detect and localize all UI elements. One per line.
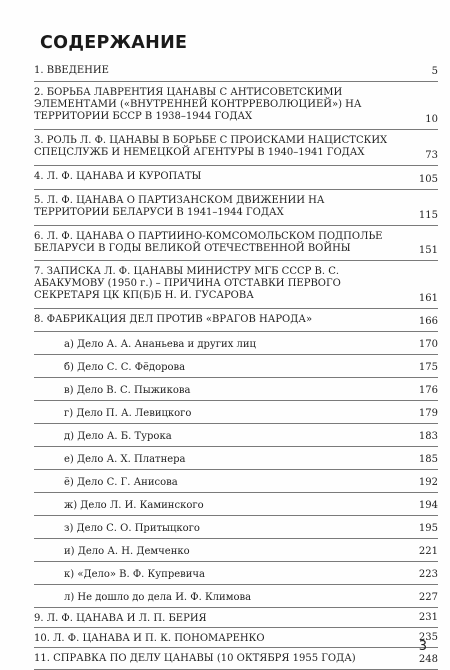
toc-page-number: 115 (416, 210, 438, 222)
toc-page-number: 5 (421, 66, 438, 78)
toc-entry-title: 10. Л. Ф. ЦАНАВА И П. К. ПОНОМАРЕНКО (34, 633, 265, 644)
leader-dots (34, 159, 422, 160)
toc-subentry (34, 447, 438, 470)
toc-entry (34, 60, 438, 82)
toc-subentry (34, 424, 438, 447)
toc-entry-title: 8. ФАБРИКАЦИЯ ДЕЛ ПРОТИВ «ВРАГОВ НАРОДА» (34, 314, 313, 325)
leader-dots (34, 255, 422, 256)
toc-entry-title: г) Дело П. А. Левицкого (64, 408, 192, 419)
toc-page-number: 10 (421, 114, 438, 126)
toc-entry-title: а) Дело А. А. Ананьева и других лиц (64, 339, 256, 350)
toc-entry (34, 628, 438, 648)
leader-dots (64, 351, 422, 352)
toc-page-number: 73 (421, 150, 438, 162)
toc-entry-title: 1. ВВЕДЕНИЕ (34, 65, 109, 76)
leader-dots (64, 512, 422, 513)
toc-page-number: 248 (416, 654, 438, 666)
toc-entry-title: в) Дело В. С. Пыжикова (64, 385, 191, 396)
leader-dots (64, 581, 422, 582)
toc-entry (34, 648, 438, 670)
leader-dots (64, 374, 422, 375)
leader-dots (64, 604, 422, 605)
toc-entry (34, 261, 438, 309)
leader-dots (64, 397, 422, 398)
toc-page-number: 176 (416, 385, 438, 397)
toc-entry (34, 166, 438, 190)
table-of-contents (34, 60, 438, 670)
toc-page-number: 194 (416, 500, 438, 512)
leader-dots (64, 466, 422, 467)
toc-page-number: 183 (416, 431, 438, 443)
toc-entry-title: д) Дело А. Б. Турока (64, 431, 172, 442)
toc-entry-title: 6. Л. Ф. ЦАНАВА О ПАРТИЙНО-КОМСОМОЛЬСКОМ ПОДПОЛЬЕ БЕЛАРУСИ В ГОДЫ ВЕЛИКОЙ ОТЕЧЕСТВЕННОЙ ВОЙНЫ (34, 231, 383, 254)
toc-subentry (34, 585, 438, 608)
toc-entry (34, 608, 438, 628)
toc-entry-title: 4. Л. Ф. ЦАНАВА И КУРОПАТЫ (34, 171, 202, 182)
toc-page-number: 161 (416, 293, 438, 305)
toc-entry (34, 190, 438, 226)
toc-entry (34, 82, 438, 130)
toc-subentry (34, 562, 438, 585)
toc-entry (34, 226, 438, 261)
toc-subentry (34, 470, 438, 493)
toc-page-number: 179 (416, 408, 438, 420)
toc-entry-title: и) Дело А. Н. Демченко (64, 546, 190, 557)
toc-entry (34, 130, 438, 166)
toc-entry-title: ж) Дело Л. И. Каминского (64, 500, 204, 511)
leader-dots (64, 535, 422, 536)
leader-dots (34, 645, 422, 646)
page-title: СОДЕРЖАНИЕ (40, 33, 188, 53)
toc-page-number: 223 (416, 569, 438, 581)
toc-page-number: 231 (416, 612, 438, 624)
leader-dots (64, 558, 422, 559)
toc-page-number: 227 (416, 592, 438, 604)
toc-subentry (34, 332, 438, 355)
leader-dots (34, 122, 422, 123)
toc-entry-title: 9. Л. Ф. ЦАНАВА И Л. П. БЕРИЯ (34, 613, 207, 624)
leader-dots (64, 443, 422, 444)
toc-subentry (34, 539, 438, 562)
leader-dots (64, 420, 422, 421)
toc-entry-title: к) «Дело» В. Ф. Купревича (64, 569, 206, 580)
toc-entry-title: 11. СПРАВКА ПО ДЕЛУ ЦАНАВЫ (10 ОКТЯБРЯ 1955 ГОДА) (34, 653, 356, 664)
leader-dots (64, 489, 422, 490)
toc-entry-title: л) Не дошло до дела И. Ф. Климова (64, 592, 252, 603)
toc-page-number: 170 (416, 339, 438, 351)
leader-dots (34, 301, 422, 302)
leader-dots (34, 625, 422, 626)
toc-page-number: 192 (416, 477, 438, 489)
toc-subentry (34, 378, 438, 401)
toc-page-number: 185 (416, 454, 438, 466)
toc-subentry (34, 516, 438, 539)
toc-page-number: 195 (416, 523, 438, 535)
toc-page-number: 175 (416, 362, 438, 374)
toc-page-number: 166 (416, 316, 438, 328)
toc-entry-title: 7. ЗАПИСКА Л. Ф. ЦАНАВЫ МИНИСТРУ МГБ СССР В. С. АБАКУМОВУ (1950 г.) – ПРИЧИНА ОТСТАВКИ ПЕРВОГО СЕКРЕТАРЯ ЦК КП(Б)Б Н. И. ГУСАРОВА (34, 266, 341, 301)
toc-subentry (34, 401, 438, 424)
toc-page-number: 221 (416, 546, 438, 558)
toc-page-number: 235 (416, 632, 438, 644)
toc-entry-title: е) Дело А. Х. Платнера (64, 454, 186, 465)
toc-page-number: 105 (416, 174, 438, 186)
leader-dots (34, 183, 422, 184)
toc-entry-title: 2. БОРЬБА ЛАВРЕНТИЯ ЦАНАВЫ С АНТИСОВЕТСКИМИ ЭЛЕМЕНТАМИ («ВНУТРЕННЕЙ КОНТРРЕВОЛЮЦИЕЙ») НА ТЕРРИТОРИИ БССР В 1938–1944 ГОДАХ (34, 87, 362, 122)
toc-entry-title: ё) Дело С. Г. Анисова (64, 477, 178, 488)
toc-page-number: 151 (416, 245, 438, 257)
toc-entry-title: 5. Л. Ф. ЦАНАВА О ПАРТИЗАНСКОМ ДВИЖЕНИИ НА ТЕРРИТОРИИ БЕЛАРУСИ В 1941–1944 ГОДАХ (34, 195, 325, 218)
toc-entry-title: б) Дело С. С. Фёдорова (64, 362, 186, 373)
leader-dots (34, 219, 422, 220)
toc-entry (34, 309, 438, 332)
leader-dots (34, 665, 422, 666)
toc-subentry (34, 355, 438, 378)
leader-dots (34, 77, 422, 78)
leader-dots (34, 326, 422, 327)
toc-entry-title: 3. РОЛЬ Л. Ф. ЦАНАВЫ В БОРЬБЕ С ПРОИСКАМИ НАЦИСТСКИХ СПЕЦСЛУЖБ И НЕМЕЦКОЙ АГЕНТУРЫ В 1940–1941 ГОДАХ (34, 135, 388, 158)
toc-subentry (34, 493, 438, 516)
toc-entry-title: з) Дело С. О. Притыцкого (64, 523, 200, 534)
page-number: 3 (418, 639, 427, 654)
